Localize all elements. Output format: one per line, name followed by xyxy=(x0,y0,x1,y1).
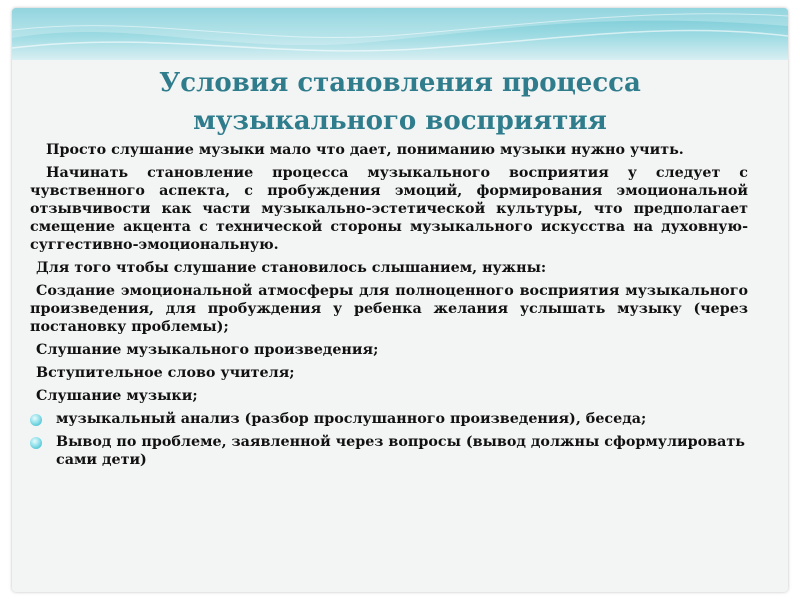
paragraph-intro: Просто слушание музыки мало что дает, пониманию музыки нужно учить. xyxy=(46,142,684,158)
bullet-icon xyxy=(30,437,42,449)
list-item xyxy=(30,433,748,469)
paragraph-needs: Для того чтобы слушание становилось слышанием, нужны: xyxy=(36,260,547,276)
paragraph-listening-work: Слушание музыкального произведения; xyxy=(36,342,379,358)
paragraph-atmosphere: Создание эмоциональной атмосферы для полноценного восприятия музыкального произведения, для пробуждения у ребенка желания услышать музыку (через постановку проблемы); xyxy=(30,283,748,335)
bullet-text: Вывод по проблеме, заявленной через вопросы (вывод должны сформулировать сами дети) xyxy=(56,434,745,468)
bullet-icon xyxy=(30,414,42,426)
wave-decoration xyxy=(12,8,788,60)
bullet-text: музыкальный анализ (разбор прослушанного произведения), беседа; xyxy=(56,411,647,427)
title-line-2: музыкального восприятия xyxy=(193,106,607,136)
paragraph-start: Начинать становление процесса музыкального восприятия у следует с чувственного аспекта, с пробуждения эмоций, формирования эмоциональной отзывчивости как части музыкально-эстетической культуры, что предполагает смещение акцента с технической стороны музыкального искусства на духовную-суггестивно-эмоциональную. xyxy=(30,165,748,253)
paragraph-listening: Слушание музыки; xyxy=(36,388,198,404)
list-item xyxy=(30,410,748,428)
title-line-1: Условия становления процесса xyxy=(159,68,641,98)
slide-body xyxy=(30,141,748,474)
slide-title xyxy=(52,64,748,140)
paragraph-teacher-word: Вступительное слово учителя; xyxy=(36,365,295,381)
decorative-header-band xyxy=(12,8,788,60)
